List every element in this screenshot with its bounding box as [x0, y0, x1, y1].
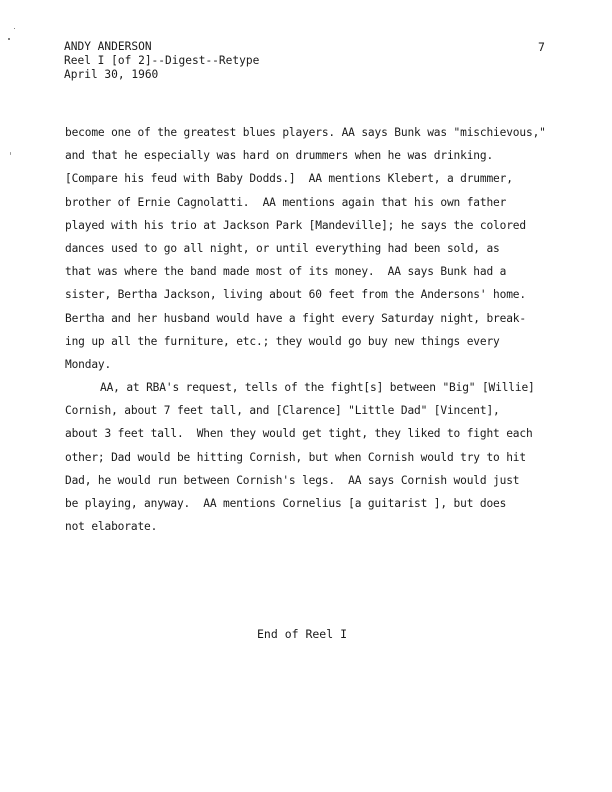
- header-reel-info: Reel I [of 2]--Digest--Retype: [64, 54, 260, 67]
- text-line: played with his trio at Jackson Park [Mandeville]; he says the colored: [65, 218, 526, 232]
- text-line: that was where the band made most of its money. AA says Bunk had a: [65, 265, 507, 279]
- body-text: [65, 121, 600, 538]
- text-line: other; Dad would be hitting Cornish, but when Cornish would try to hit: [65, 450, 526, 464]
- text-line: about 3 feet tall. When they would get tight, they liked to fight each: [65, 427, 533, 441]
- paragraph-first-line: AA, at RBA's request, tells of the fight[s] between "Big" [Willie]: [100, 381, 535, 395]
- text-line: ing up all the furniture, etc.; they would go buy new things every: [65, 334, 500, 348]
- text-line: become one of the greatest blues players. AA says Bunk was "mischievous,": [65, 126, 546, 139]
- text-line: and that he especially was hard on drummers when he was drinking.: [65, 149, 494, 163]
- header-name: ANDY ANDERSON: [64, 40, 152, 53]
- text-line: Monday.: [65, 357, 112, 371]
- scan-speck: [14, 28, 15, 29]
- text-line: Dad, he would run between Cornish's legs. AA says Cornish would just: [65, 473, 520, 487]
- end-of-reel-label: End of Reel I: [257, 627, 348, 641]
- text-line: Cornish, about 7 feet tall, and [Clarence] "Little Dad" [Vincent],: [65, 404, 500, 418]
- text-line: brother of Ernie Cagnolatti. AA mentions again that his own father: [65, 195, 507, 209]
- page-number: 7: [538, 40, 545, 54]
- document-header: [64, 40, 259, 82]
- scan-speck: [10, 152, 11, 155]
- scan-speck: [8, 38, 10, 40]
- text-line: sister, Bertha Jackson, living about 60 feet from the Andersons' home.: [65, 288, 526, 302]
- text-line: be playing, anyway. AA mentions Cornelius [a guitarist ], but does: [65, 497, 507, 510]
- text-line: Bertha and her husband would have a fight every Saturday night, break-: [65, 311, 526, 325]
- text-line: not elaborate.: [65, 520, 158, 534]
- text-line: [Compare his feud with Baby Dodds.] AA mentions Klebert, a drummer,: [65, 172, 513, 186]
- text-line: dances used to go all night, or until everything had been sold, as: [65, 241, 500, 255]
- header-date: April 30, 1960: [64, 68, 159, 81]
